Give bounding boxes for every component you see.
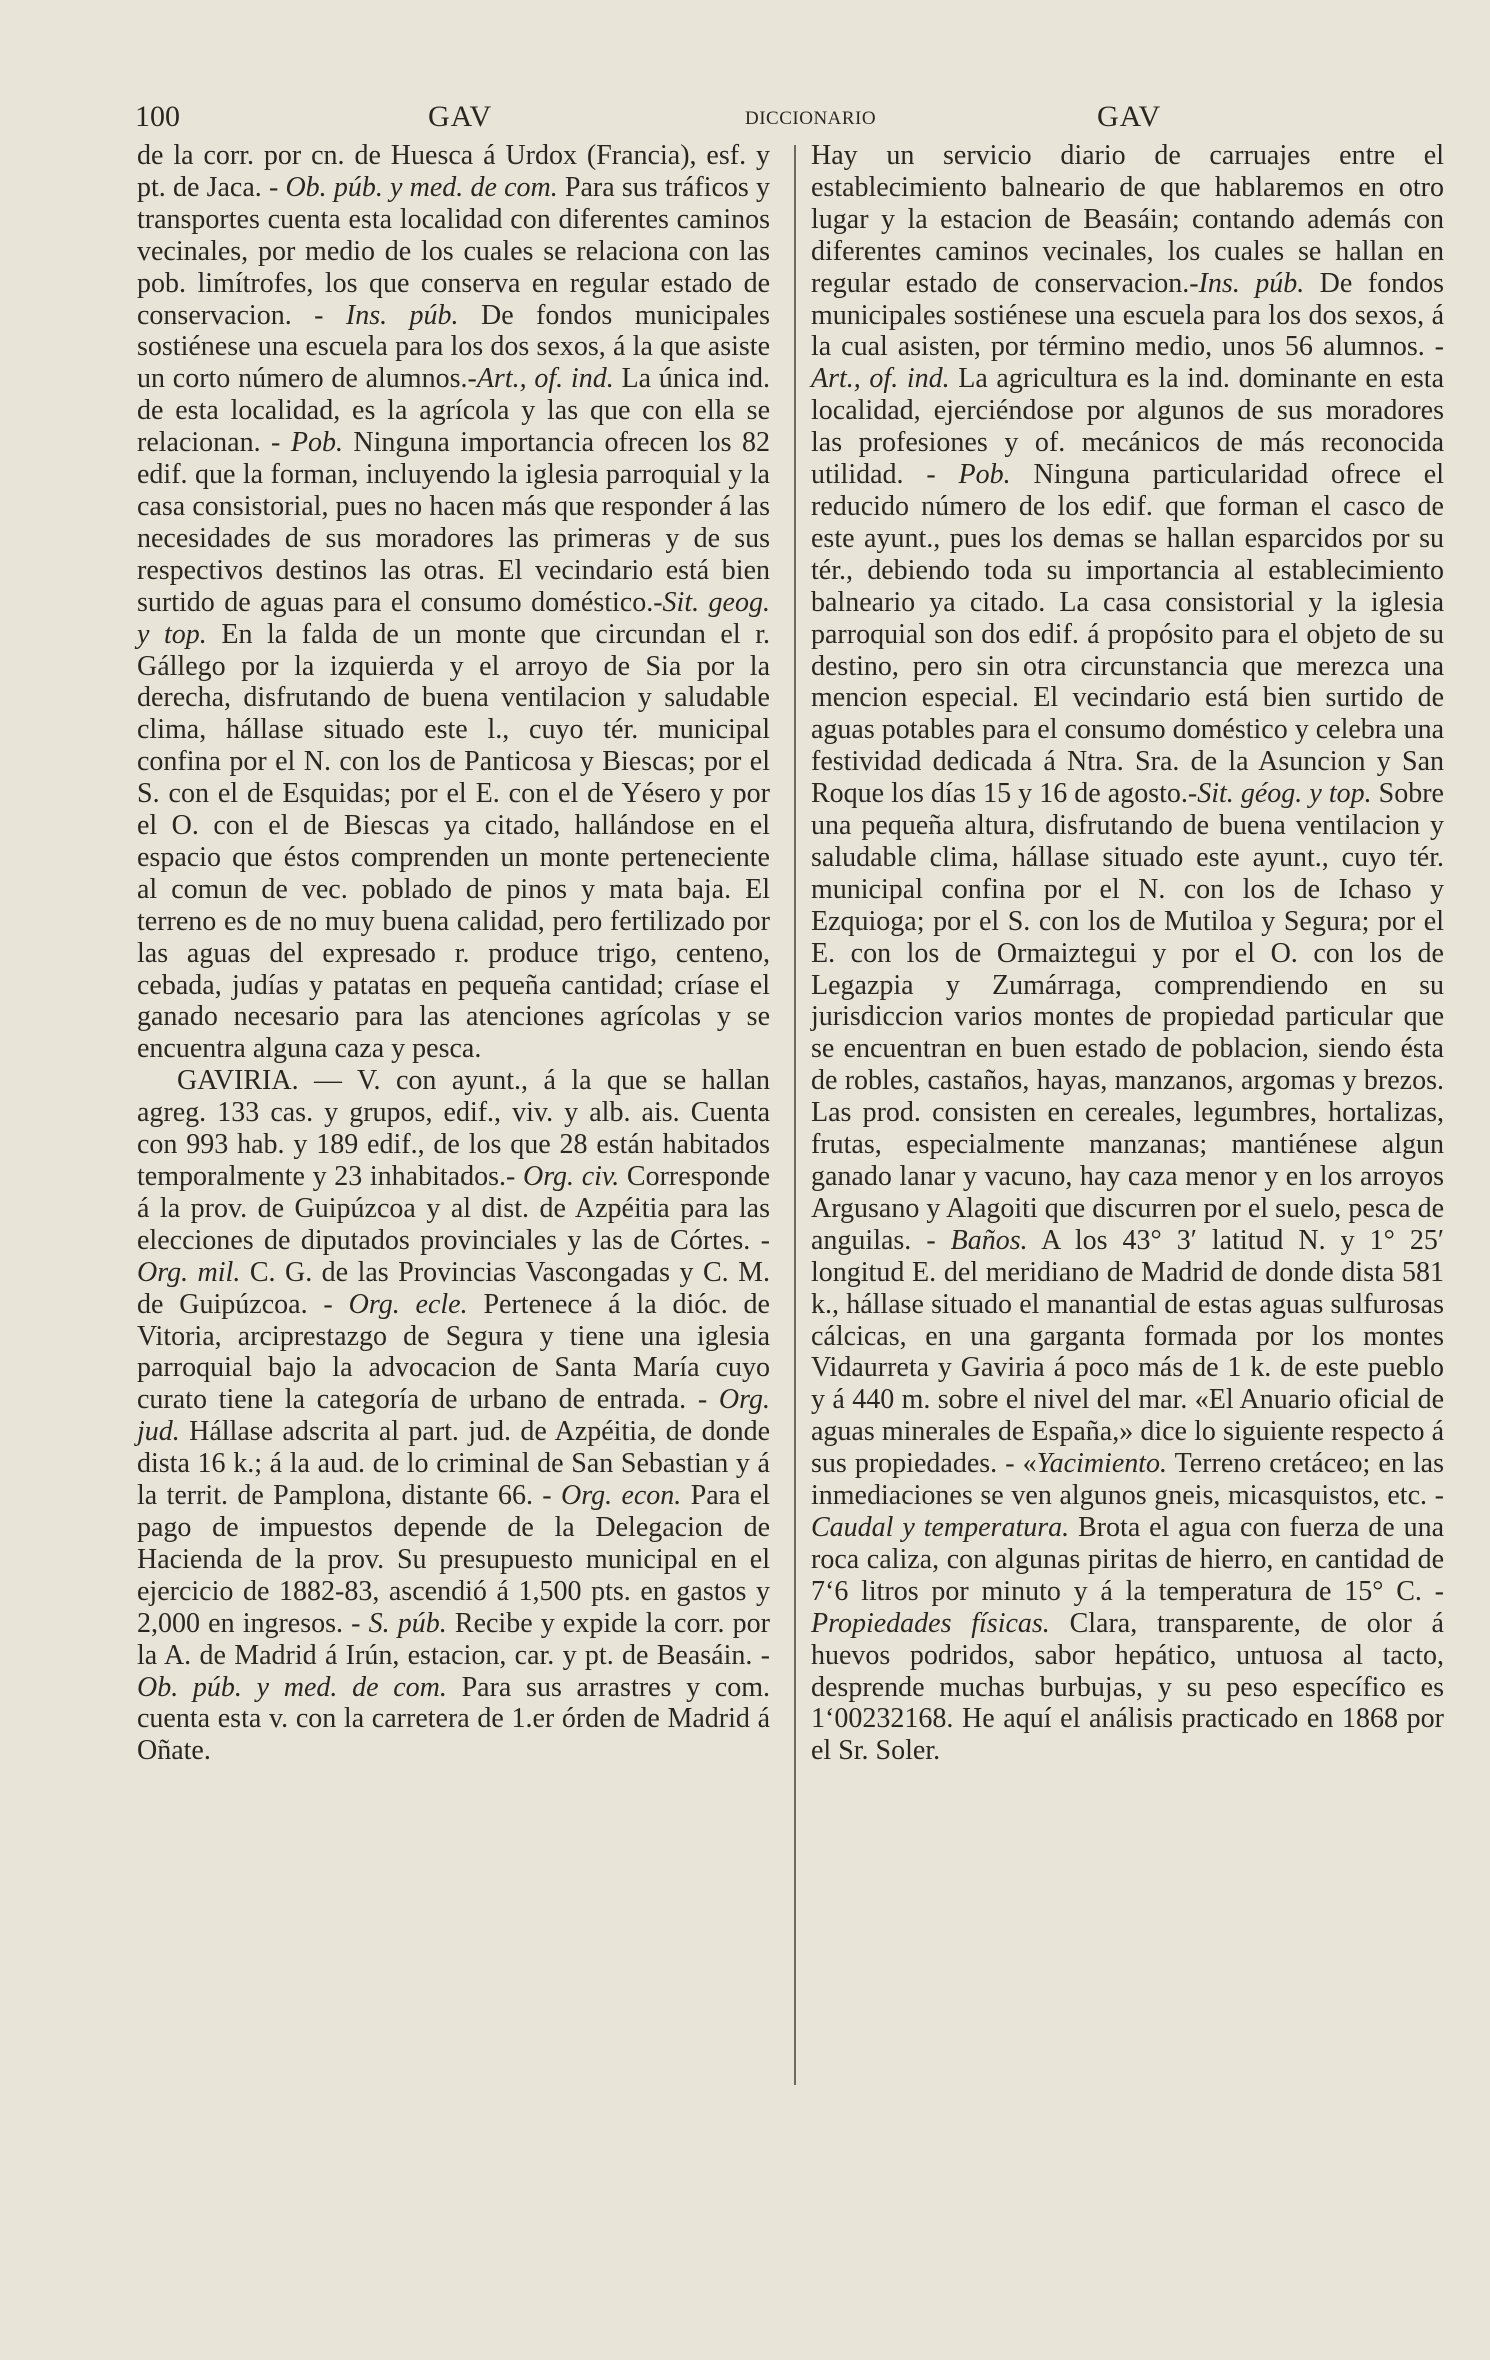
running-header <box>0 100 1490 140</box>
dictionary-title: DICCIONARIO <box>745 108 877 129</box>
right-running-head: GAV <box>1097 100 1162 133</box>
right-text-column <box>811 140 1444 1767</box>
left-text-column <box>137 140 770 1767</box>
paragraph-continuation: de la corr. por cn. de Huesca á Urdox (Francia), esf. y pt. de Jaca. - Ob. púb. y med. de com. Para sus tráficos y transportes cuenta esta localidad con diferentes caminos vecinales, por medio de los cuales se relaciona con las pob. limítrofes, los que conserva en regular estado de conservacion. - Ins. púb. De fondos municipales sostiénese una escuela para los dos sexos, á la que asiste un corto número de alumnos.-Art., of. ind. La única ind. de esta localidad, es la agrícola y las que con ella se relacionan. - Pob. Ninguna importancia ofrecen los 82 edif. que la forman, incluyendo la iglesia parroquial y la casa consistorial, pues no hacen más que responder á las necesidades de sus moradores las primeras y de sus respectivos destinos las otras. El vecindario está bien surtido de aguas para el consumo doméstico.-Sit. geog. y top. En la falda de un monte que circundan el r. Gállego por la izquierda y el arroyo de Sia por la derecha, disfrutando de buena ventilacion y saludable clima, hállase situado este l., cuyo tér. municipal confina por el N. con los de Panticosa y Biescas; por el S. con el de Esquidas; por el E. con el de Yésero y por el O. con el de Biescas ya citado, hallándose en el espacio que éstos comprenden un monte perteneciente al comun de vec. poblado de pinos y mata baja. El terreno es de no muy buena calidad, pero fertilizado por las aguas del expresado r. produce trigo, centeno, cebada, judías y patatas en pequeña cantidad; críase el ganado necesario para las atenciones agrícolas y se encuentra alguna caza y pesca. <box>137 140 771 1065</box>
column-divider <box>794 145 796 2085</box>
entry-gaviria: GAVIRIA. — V. con ayunt., á la que se hallan agreg. 133 cas. y grupos, edif., viv. y alb. ais. Cuenta con 993 hab. y 189 edif., de los que 28 están habitados temporalmente y 23 inhabitados.- Org. civ. Corresponde á la prov. de Guipúzcoa y al dist. de Azpéitia para las elecciones de diputados provinciales y las de Córtes. - Org. mil. C. G. de las Provincias Vascongadas y C. M. de Guipúzcoa. - Org. ecle. Pertenece á la dióc. de Vitoria, arciprestazgo de Segura y tiene una iglesia parroquial bajo la advocacion de Santa María cuyo curato tiene la categoría de urbano de entrada. - Org. jud. Hállase adscrita al part. jud. de Azpéitia, de donde dista 16 k.; á la aud. de lo criminal de San Sebastian y á la territ. de Pamplona, distante 66. - Org. econ. Para el pago de impuestos depende de la Delegacion de Hacienda de la prov. Su presupuesto municipal en el ejercicio de 1882-83, ascendió á 1,500 pts. en gastos y 2,000 en ingresos. - S. púb. Recibe y expide la corr. por la A. de Madrid á Irún, estacion, car. y pt. de Beasáin. - Ob. púb. y med. de com. Para sus arrastres y com. cuenta esta v. con la carretera de 1.er órden de Madrid á Oñate. <box>137 1065 771 1767</box>
page-number: 100 <box>135 100 180 133</box>
paragraph-gaviria-continued: Hay un servicio diario de carruajes entre el establecimiento balneario de que hablaremos en otro lugar y la estacion de Beasáin; contando además con diferentes caminos vecinales, los cuales se hallan en regular estado de conservacion.-Ins. púb. De fondos municipales sostiénese una escuela para los dos sexos, á la cual asisten, por término medio, unos 56 alumnos. - Art., of. ind. La agricultura es la ind. dominante en esta localidad, ejerciéndose por algunos de sus moradores las profesiones y of. mecánicos de más reconocida utilidad. - Pob. Ninguna particularidad ofrece el reducido número de los edif. que forman el casco de este ayunt., pues los demas se hallan esparcidos por su tér., debiendo toda su importancia al establecimiento balneario ya citado. La casa consistorial y la iglesia parroquial son dos edif. á propósito para el objeto de su destino, pero sin otra circunstancia que merezca una mencion especial. El vecindario está bien surtido de aguas potables para el consumo doméstico y celebra una festividad dedicada á Ntra. Sra. de la Asuncion y San Roque los días 15 y 16 de agosto.-Sit. géog. y top. Sobre una pequeña altura, disfrutando de buena ventilacion y saludable clima, hállase situado este ayunt., cuyo tér. municipal confina por el N. con los de Ichaso y Ezquioga; por el S. con los de Mutiloa y Segura; por el E. con los de Ormaiztegui y por el O. con los de Legazpia y Zumárraga, comprendiendo en su jurisdiccion varios montes de propiedad particular que se encuentran en buen estado de poblacion, siendo ésta de robles, castaños, hayas, manzanos, argomas y brezos. Las prod. consisten en cereales, legumbres, hortalizas, frutas, especialmente manzanas; mantiénese algun ganado lanar y vacuno, hay caza menor y en los arroyos Argusano y Alagoiti que discurren por el suelo, pesca de anguilas. - Baños. A los 43° 3′ latitud N. y 1° 25′ longitud E. del meridiano de Madrid de donde dista 581 k., hállase situado el manantial de estas aguas sulfurosas cálcicas, en una garganta formada por los montes Vidaurreta y Gaviria á poco más de 1 k. de este pueblo y á 440 m. sobre el nivel del mar. «El Anuario oficial de aguas minerales de España,» dice lo siguiente respecto á sus propiedades. - «Yacimiento. Terreno cretáceo; en las inmediaciones se ven algunos gneis, micasquistos, etc. - Caudal y temperatura. Brota el agua con fuerza de una roca caliza, con algunas piritas de hierro, en cantidad de 7‘6 litros por minuto y á la temperatura de 15° C. - Propiedades físicas. Clara, transparente, de olor á huevos podridos, sabor hepático, untuosa al tacto, desprende muchas burbujas, y su peso específico es 1‘00232168. He aquí el análisis practicado en 1868 por el Sr. Soler. <box>811 140 1445 1767</box>
left-running-head: GAV <box>428 100 493 133</box>
